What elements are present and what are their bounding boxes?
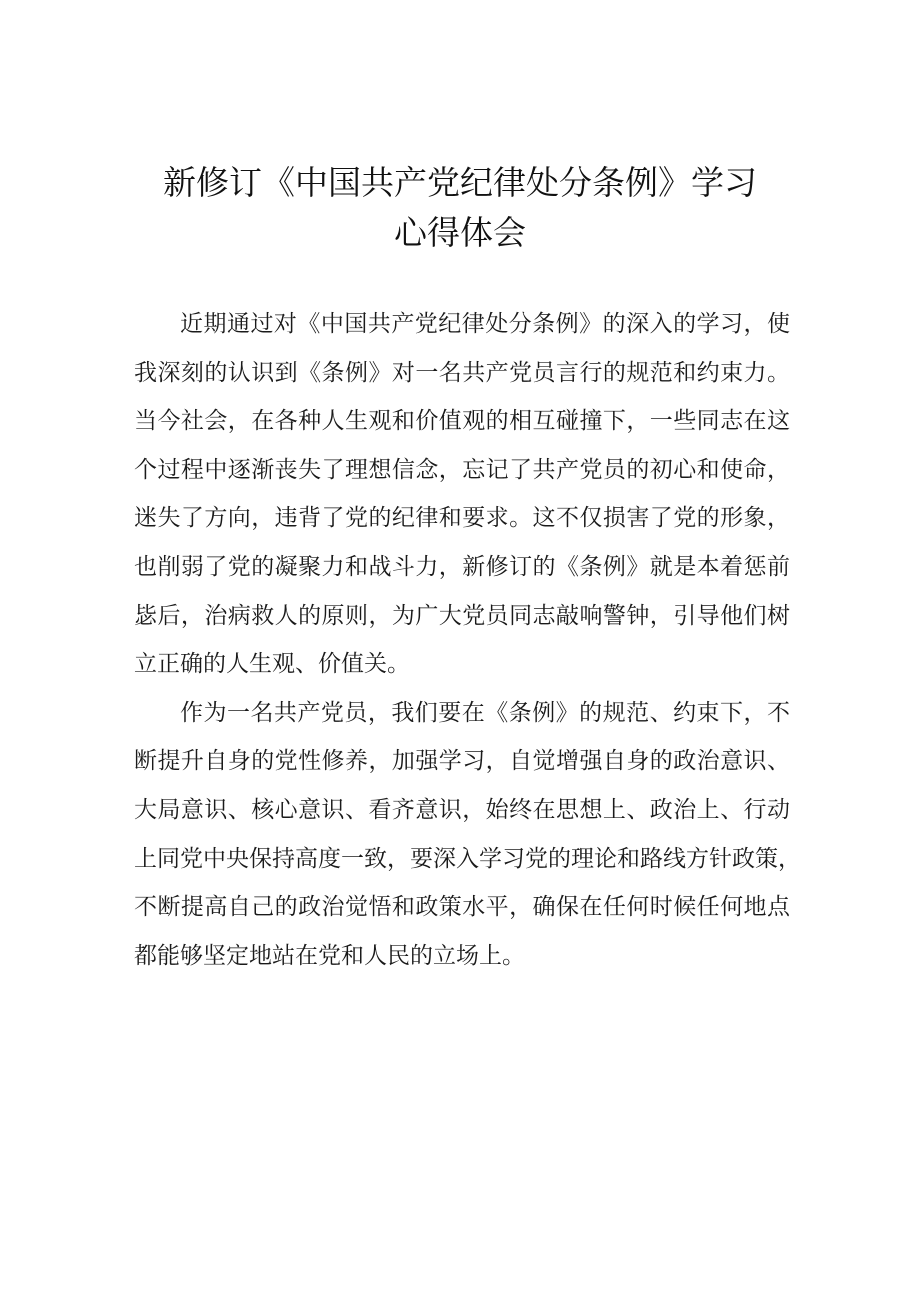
paragraph-line: 个过程中逐渐丧失了理想信念，忘记了共产党员的初心和使命，	[134, 456, 790, 483]
document-body	[134, 300, 801, 980]
paragraph-line: 大局意识、核心意识、看齐意识，始终在思想上、政治上、行动	[134, 796, 790, 823]
paragraph-2	[134, 689, 801, 981]
title-line: 新修订《中国共产党纪律处分条例》学习	[163, 163, 757, 202]
paragraph-line: 也削弱了党的凝聚力和战斗力，新修订的《条例》就是本着惩前	[134, 553, 790, 580]
paragraph-line: 都能够坚定地站在党和人民的立场上。	[134, 942, 525, 969]
document-title	[90, 158, 830, 258]
paragraph-line: 我深刻的认识到《条例》对一名共产党员言行的规范和约束力。	[134, 359, 790, 386]
paragraph-1	[134, 300, 790, 689]
paragraph-line: 近期通过对《中国共产党纪律处分条例》的深入的学习，使	[180, 311, 790, 337]
title-line: 心得体会	[394, 213, 526, 252]
paragraph-line: 不断提高自己的政治觉悟和政策水平，确保在任何时候任何地点	[134, 894, 790, 921]
paragraph-line: 上同党中央保持高度一致，要深入学习党的理论和路线方针政策，	[134, 845, 801, 872]
paragraph-line: 作为一名共产党员，我们要在《条例》的规范、约束下，不	[180, 699, 790, 726]
paragraph-line: 当今社会，在各种人生观和价值观的相互碰撞下，一些同志在这	[134, 408, 790, 435]
paragraph-line: 毖后，治病救人的原则，为广大党员同志敲响警钟，引导他们树	[134, 602, 790, 629]
paragraph-line: 断提升自身的党性修养，加强学习，自觉增强自身的政治意识、	[134, 748, 790, 775]
paragraph-line: 迷失了方向，违背了党的纪律和要求。这不仅损害了党的形象，	[134, 505, 790, 532]
paragraph-line: 立正确的人生观、价值关。	[134, 651, 410, 678]
